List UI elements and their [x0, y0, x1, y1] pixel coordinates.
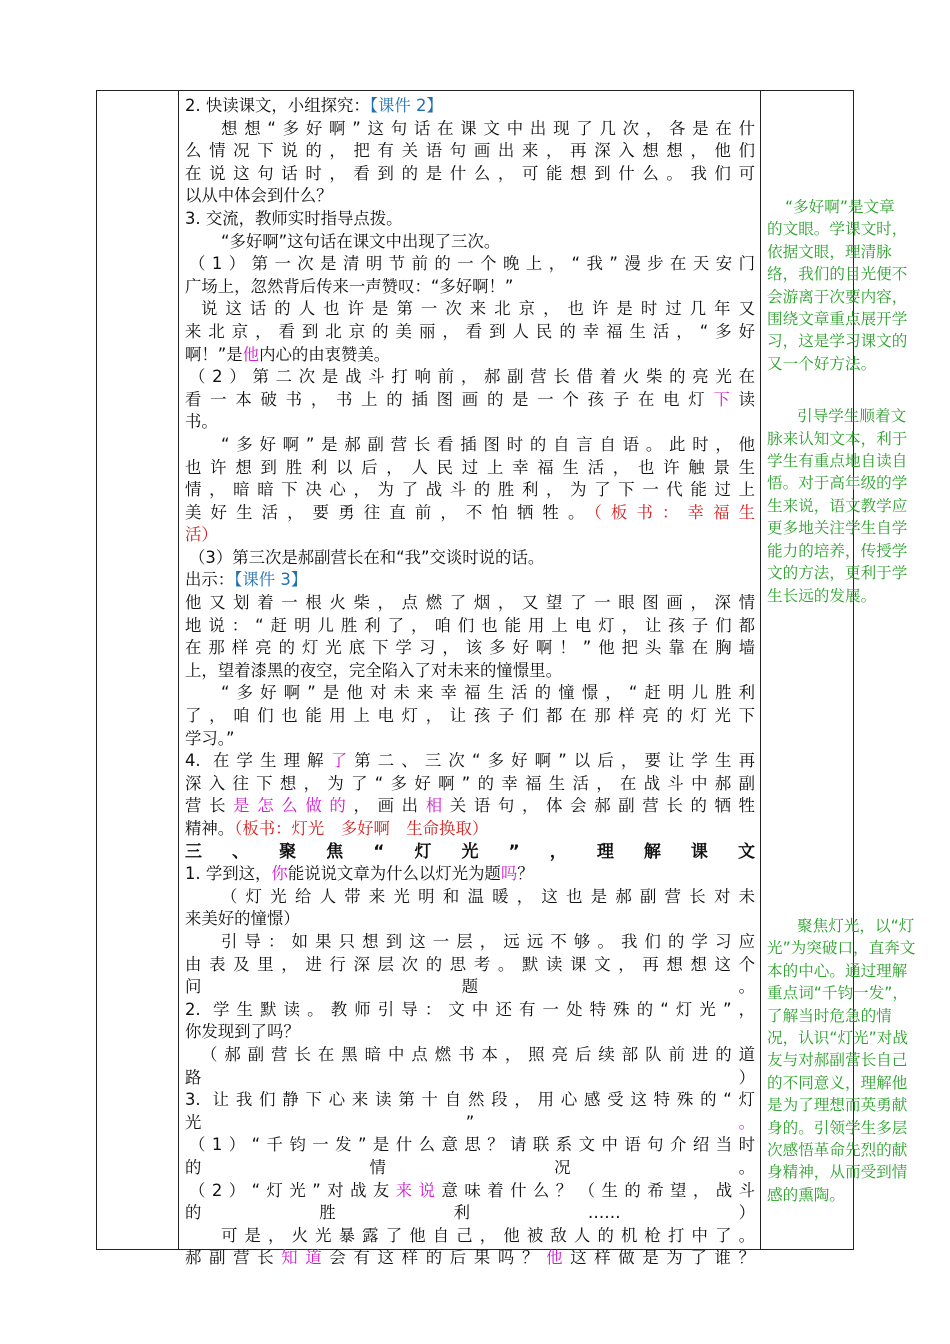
note-line: 学生有重点地自读自 [767, 452, 908, 471]
text-span: 1. 学到这， [185, 864, 272, 884]
text-line [185, 344, 755, 367]
text-line [185, 1247, 755, 1270]
text-line: “多好啊”这句话在课文中出现了三次。 [221, 231, 501, 251]
text-span: 能说说文章为什么以灯光为题 [287, 864, 501, 884]
text-line: 你发现到了吗？ [185, 1022, 300, 1042]
text-span: 光” [185, 1112, 475, 1132]
text-line [185, 389, 755, 412]
text-line: 在说这句话时，看到的是什么，可能想到什么。我们可 [185, 163, 755, 183]
text-line: （灯光给人带来光明和温暖，这也是郝副营长对未 [221, 886, 755, 906]
note-line: 引导学生顺着文 [797, 407, 907, 426]
text-line: 来北京，看到北京的美丽，看到人民的幸福生活，“多好 [185, 321, 755, 341]
kejian-2-tag: 【课件 2】 [369, 96, 443, 115]
text-span: 内心的由衷赞美。 [259, 344, 391, 364]
text-span: 了 [330, 751, 355, 771]
note-line: 脉来认知文本，利于 [767, 429, 908, 448]
note-line: 友与对郝副营长自己 [767, 1051, 908, 1070]
note-line: 况，认识“灯光”对战 [767, 1028, 908, 1047]
text-span: 精神。 [185, 819, 235, 838]
quote-line: 他又划着一根火柴，点燃了烟，又望了一眼图画，深情 [185, 593, 755, 613]
text-span: 意味着什么？（生的希望，战斗 [441, 1180, 756, 1200]
text-span: 是怎么做的 [233, 796, 354, 816]
left-column [97, 91, 179, 1249]
text-line: 3. 让我们静下心来读第十自然段，用心感受这特殊的“灯 [185, 1090, 755, 1110]
note-line: 悟。对于高年级的学 [767, 474, 908, 493]
text-span: 2. 快读课文，小组探究： [185, 96, 370, 115]
text-span: 会有这样的后果吗？ [329, 1248, 547, 1268]
text-span: （2）“灯光”对战友 [189, 1180, 396, 1200]
text-line: 来美好的憧憬） [185, 909, 300, 929]
text-span: 郝副营长 [185, 1248, 282, 1268]
text-line: “多好啊”是他对未来幸福生活的憧憬，“赶明儿胜利 [221, 683, 755, 703]
quote-line: 上，望着漆黑的夜空，完全陷入了对未来的憧憬里。 [185, 660, 562, 680]
design-note-3 [767, 915, 916, 1206]
text-line: （3）第三次是郝副营长在和“我”交谈时说的话。 [189, 547, 545, 567]
board-note: （板书：幸福生 [593, 502, 756, 522]
show-line [185, 569, 755, 592]
text-line: 问题。 [185, 977, 755, 997]
text-span: ，画出 [353, 796, 426, 816]
design-notes-column [761, 91, 916, 1249]
text-line: （1）第一次是清明节前的一个晚上，“我”漫步在天安门 [189, 254, 755, 274]
text-line: 也许想到胜利以后，人民过上幸福生活，也许触景生 [185, 457, 755, 477]
text-line: 可是，火光暴露了他自己，他被敌人的机枪打中了。 [221, 1225, 755, 1245]
text-span: 这样做是为了谁？ [570, 1248, 756, 1268]
text-span: 你 [271, 864, 288, 884]
text-line: （2）第二次是战斗打响前，郝副营长借着火柴的亮光在 [189, 367, 755, 387]
text-line: 说这话的人也许是第一次来北京，也许是时过几年又 [201, 299, 755, 319]
text-line: 路） [185, 1067, 755, 1087]
text-span: 读 [738, 389, 756, 409]
note-line: 生长远的发展。 [767, 586, 877, 605]
note-line: 依据文眼，理清脉 [767, 242, 892, 261]
text-line: （1）“千钧一发”是什么意思？请联系文中语句介绍当时 [189, 1135, 755, 1155]
kejian-3-tag: 【课件 3】 [234, 570, 308, 590]
text-span: 他 [546, 1248, 571, 1268]
text-line [185, 502, 755, 525]
note-line: 又一个好方法。 [767, 354, 877, 373]
note-line: 本的中心。通过理解 [767, 961, 908, 980]
text-span: 美好生活，要勇往直前，不怕牺牲。 [185, 502, 594, 522]
text-span: 4. 在学生理解 [185, 751, 331, 771]
text-line: “多好啊”是郝副营长看插图时的自言自语。此时，他 [221, 434, 755, 454]
text-span: ？ [517, 864, 534, 884]
text-line [185, 863, 755, 886]
note-line: 重点词“千钧一发”， [767, 984, 908, 1003]
text-line [185, 1180, 755, 1203]
note-line: “多好啊”是文章 [785, 198, 895, 216]
note-line: 络，我们的目光便不 [767, 265, 908, 284]
text-span: 知道 [281, 1248, 330, 1268]
board-note: 活） [185, 525, 218, 545]
quote-line: 在那样亮的灯光底下学习，该多好啊！”他把头靠在胸墙 [185, 638, 755, 658]
note-line: 更多地关注学生自学 [767, 519, 908, 538]
note-line: 光”为突破口，直奔文 [767, 939, 916, 958]
section-2-title [185, 95, 755, 118]
text-line [185, 795, 755, 818]
note-line: 了解当时危急的情 [767, 1006, 892, 1025]
note-line: 次感悟革命先烈的献 [767, 1140, 908, 1159]
text-line: 想想“多好啊”这句话在课文中出现了几次，各是在什 [221, 118, 755, 138]
design-note-2 [767, 405, 908, 607]
text-line: 书。 [185, 412, 218, 432]
text-line: 以从中体会到什么？ [185, 186, 333, 206]
main-content-column [179, 91, 761, 1268]
note-line: 感的熏陶。 [767, 1185, 845, 1204]
text-line [185, 818, 755, 841]
board-note: （板书：灯光 多好啊 生命换取） [234, 819, 489, 838]
text-line: （郝副营长在黑暗中点燃书本，照亮后续部队前进的道 [201, 1044, 755, 1064]
text-span: 来说 [395, 1180, 442, 1200]
text-line [185, 1112, 755, 1135]
text-line: 么情况下说的，把有关语句画出来，再深入想想，他们 [185, 141, 755, 161]
text-line: 情，暗暗下决心，为了战斗的胜利，为了下一代能过上 [185, 480, 755, 500]
text-span: 他 [242, 344, 260, 364]
text-span: 相 [425, 796, 450, 816]
note-line: 能力的培养，传授学 [767, 541, 908, 560]
text-line: 的胜利……） [185, 1203, 755, 1223]
section-heading-3: 三、聚焦“灯光”，理解课文 [185, 841, 755, 862]
text-span: 啊！”是 [185, 344, 243, 364]
quote-line: 地说：“赶明儿胜利了，咱们也能用上电灯，让孩子们都 [185, 615, 755, 635]
text-line: 广场上，忽然背后传来一声赞叹：“多好啊！” [185, 276, 514, 296]
text-span: 吗 [500, 864, 518, 884]
note-line: 是为了理想而英勇献 [767, 1096, 908, 1115]
text-span: 。 [474, 1112, 755, 1132]
note-line: 围绕文章重点展开学 [767, 310, 908, 329]
note-line: 身的。引领学生多层 [767, 1118, 908, 1137]
note-line: 的文眼。学课文时， [767, 220, 908, 239]
lesson-table [96, 90, 916, 1268]
note-line: 会游离于次要内容， [767, 287, 908, 306]
text-line: 2. 学生默读。教师引导：文中还有一处特殊的“灯光”， [185, 999, 755, 1019]
text-span: 营长 [185, 796, 234, 816]
note-line: 生来说，语文教学应 [767, 496, 908, 515]
text-line [185, 750, 755, 773]
note-line: 习，这是学习课文的 [767, 332, 908, 351]
design-note-1 [767, 196, 908, 375]
text-span: 看一本破书，书上的插图画的是一个孩子在电灯 [185, 389, 714, 409]
note-line: 身精神，从而受到情 [767, 1163, 908, 1182]
text-line: 的情况。 [185, 1157, 755, 1177]
text-span: 出示： [185, 570, 235, 590]
text-span: 第二、三次“多好啊”以后，要让学生再 [354, 751, 756, 771]
note-line: 文的方法，更利于学 [767, 564, 908, 583]
section-3-title: 3. 交流，教师实时指导点拨。 [185, 208, 403, 228]
text-span: 关语句，体会郝副营长的牺牲 [449, 796, 756, 816]
text-line: 深入往下想，为了“多好啊”的幸福生活，在战斗中郝副 [185, 773, 755, 793]
text-line: 由表及里，进行深层次的思考。默读课文，再想想这个 [185, 954, 755, 974]
note-line: 的不同意义，理解他 [767, 1073, 908, 1092]
text-line: 学习。” [185, 728, 235, 748]
text-line: 引导：如果只想到这一层，远远不够。我们的学习应 [221, 931, 755, 951]
text-line: 了，咱们也能用上电灯，让孩子们都在那样亮的灯光下 [185, 706, 755, 726]
note-line: 聚焦灯光，以“灯 [797, 916, 915, 935]
text-span: 下 [713, 389, 739, 409]
